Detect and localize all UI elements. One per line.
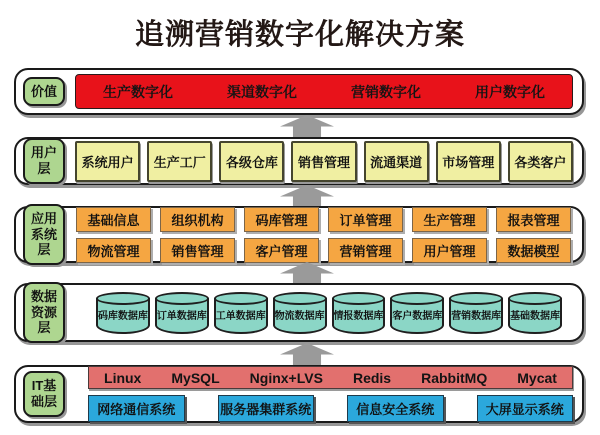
infrastructure-system-box: 大屏显示系统: [477, 395, 574, 422]
cylinder-top: [508, 292, 562, 305]
app-module-box: 物流管理: [76, 238, 151, 263]
application-modules-row: [76, 238, 571, 263]
value-item: 渠道数字化: [227, 83, 297, 100]
user-box: 市场管理: [436, 141, 501, 182]
user-box: 销售管理: [291, 141, 356, 182]
value-layer-label: [23, 77, 65, 107]
it-layer-label-line: 础层: [30, 394, 57, 409]
database-label: 物流数据库: [274, 311, 325, 322]
database-cylinder-icon: [332, 292, 386, 334]
data-resource-layer: [14, 283, 584, 342]
app-module-box: 营销管理: [328, 238, 403, 263]
middleware-bar: [88, 366, 573, 389]
database-label: 情报数据库: [333, 311, 384, 322]
app-module-box: 码库管理: [244, 207, 319, 232]
app-module-box: 生产管理: [412, 207, 487, 232]
application-modules-grid: [76, 207, 571, 263]
it-layer-label-line: IT基: [31, 378, 57, 394]
database-cylinder-icon: [508, 292, 562, 334]
database-cylinder-icon: [155, 292, 209, 334]
infrastructure-system-box: 网络通信系统: [88, 395, 185, 422]
app-module-box: 基础信息: [76, 207, 151, 232]
middleware-item: Nginx+LVS: [249, 369, 323, 386]
cylinder-top: [155, 292, 209, 305]
database-cylinder-icon: [449, 292, 503, 334]
data-resource-layer-label: [23, 282, 65, 343]
database-label: 订单数据库: [156, 311, 207, 322]
middleware-item: Mycat: [517, 369, 557, 386]
database-cylinder-icon: [390, 292, 444, 334]
up-arrow-icon: [280, 185, 334, 207]
value-item: 生产数字化: [103, 83, 173, 100]
database-items: [96, 291, 562, 334]
value-layer: [14, 68, 584, 115]
application-system-layer-label: [23, 204, 65, 265]
cylinder-top: [273, 292, 327, 305]
database-label: 码库数据库: [97, 311, 148, 322]
database-label: 工单数据库: [215, 311, 266, 322]
app-module-box: 客户管理: [244, 238, 319, 263]
up-arrow-icon: [280, 262, 334, 284]
database-label: 营销数据库: [451, 311, 502, 322]
user-layer-label-line: 层: [37, 161, 51, 176]
value-bar: [75, 74, 573, 109]
user-layer-label-line: 用户: [30, 145, 57, 161]
user-box: 各级仓库: [219, 141, 284, 182]
data-layer-label-line: 数据: [30, 289, 57, 305]
database-label: 客户数据库: [392, 311, 443, 322]
database-cylinder-icon: [273, 292, 327, 334]
middleware-item: Redis: [352, 369, 392, 386]
app-module-box: 销售管理: [160, 238, 235, 263]
app-module-box: 数据模型: [496, 238, 571, 263]
it-infrastructure-layer-label: [23, 371, 65, 416]
it-content: [88, 366, 573, 422]
user-layer: [14, 137, 584, 185]
database-cylinder-icon: [214, 292, 268, 334]
data-layer-label-line: 资源: [30, 304, 57, 320]
page-title: 追溯营销数字化解决方案: [134, 19, 465, 51]
it-infrastructure-layer: [14, 365, 584, 423]
application-system-layer: [14, 206, 584, 263]
infrastructure-systems-row: [88, 395, 573, 422]
app-layer-label-line: 应用: [30, 211, 57, 227]
cylinder-top: [332, 292, 386, 305]
user-box: 系统用户: [75, 141, 140, 182]
middleware-item: Linux: [104, 369, 142, 386]
data-layer-label-line: 层: [37, 320, 51, 336]
middleware-item: MySQL: [171, 369, 220, 386]
middleware-item: RabbitMQ: [421, 369, 488, 386]
cylinder-top: [390, 292, 444, 305]
app-module-box: 用户管理: [412, 238, 487, 263]
up-arrow-icon: [280, 343, 334, 365]
app-layer-label-line: 系统: [30, 226, 57, 242]
user-box: 各类客户: [508, 141, 573, 182]
application-modules-row: [76, 207, 571, 232]
app-module-box: 组织机构: [160, 207, 235, 232]
app-module-box: 报表管理: [496, 207, 571, 232]
infrastructure-system-box: 信息安全系统: [347, 395, 444, 422]
value-item: 用户数字化: [475, 83, 545, 100]
infrastructure-system-box: 服务器集群系统: [218, 395, 315, 422]
user-box: 流通渠道: [364, 141, 429, 182]
value-layer-label-line: 价值: [30, 83, 57, 99]
up-arrow-icon: [280, 115, 334, 137]
value-item: 营销数字化: [351, 83, 421, 100]
database-label: 基础数据库: [510, 311, 561, 322]
app-module-box: 订单管理: [328, 207, 403, 232]
user-items: [75, 141, 573, 182]
cylinder-top: [214, 292, 268, 305]
cylinder-top: [449, 292, 503, 305]
user-box: 生产工厂: [147, 141, 212, 182]
database-cylinder-icon: [96, 292, 150, 334]
cylinder-top: [96, 292, 150, 305]
user-layer-label: [23, 138, 65, 183]
app-layer-label-line: 层: [37, 242, 51, 258]
